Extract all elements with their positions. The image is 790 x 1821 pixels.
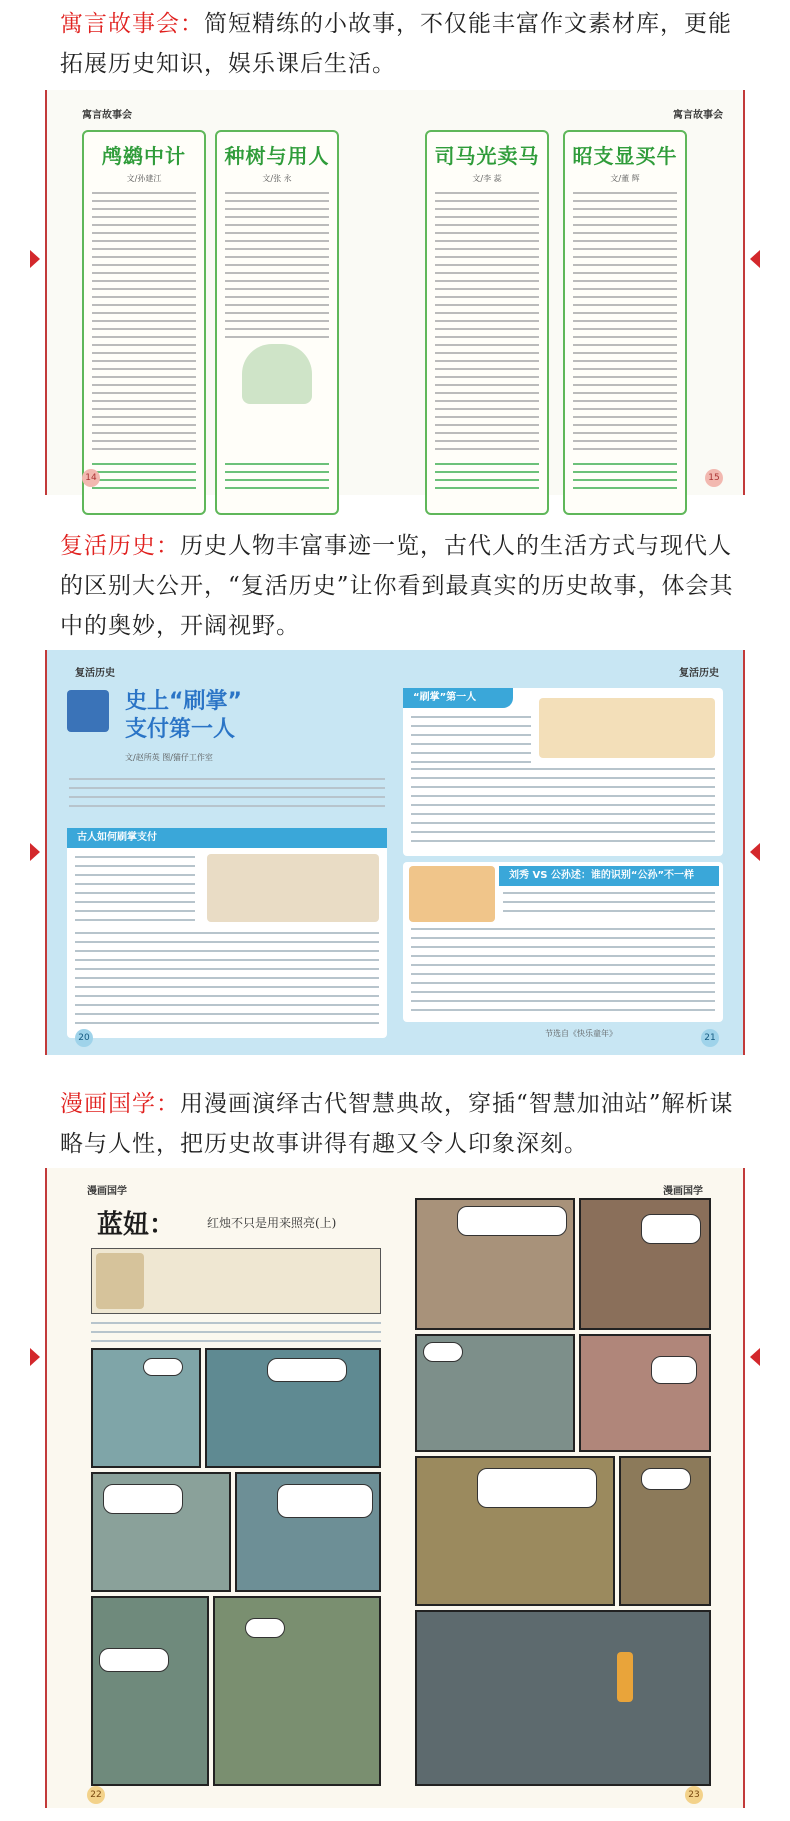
page-edge-line [743,650,745,1055]
speech-bubble [423,1342,463,1362]
panel-text-lines [503,892,715,919]
speech-bubble [143,1358,183,1376]
page-tag: 漫画国学 [87,1186,127,1197]
left-arrow-marker-icon [30,250,40,268]
article-credit: 文/赵所英 图/猫仔工作室 [125,753,213,762]
article-title-line1: 史上“刷掌” [125,689,242,714]
speech-bubble [245,1618,285,1638]
story-title: 昭支显买牛 [572,144,678,168]
panel-heading: 刘秀 VS 公孙述：谁的识别“公孙”不一样 [499,866,719,886]
story-card [82,130,206,515]
content-panel [403,688,723,856]
comic-panel [415,1610,711,1786]
page-number: 22 [87,1786,105,1804]
comic-title: 蓝妞： [97,1210,176,1240]
fables-spread [0,90,790,495]
comic-subtitle: 红烛不只是用来照亮(上) [207,1216,337,1230]
comic-panel [213,1596,381,1786]
panel-heading: “刷掌”第一人 [403,688,513,708]
page-number: 14 [82,469,100,487]
story-text-lines [435,192,539,450]
speech-bubble [99,1648,169,1672]
section-history-intro [60,526,750,646]
section-comics-intro [60,1084,750,1164]
story-illustration [242,344,312,404]
title-block [67,690,387,820]
speech-bubble [651,1356,697,1384]
comic-panel [579,1198,711,1330]
story-note [573,463,677,505]
comic-panel [619,1456,711,1606]
history-right-page [395,650,743,1055]
section-highlight: 漫画国学： [60,1091,180,1117]
panel-text-lines [411,716,531,770]
speech-bubble [641,1214,701,1244]
right-arrow-marker-icon [750,250,760,268]
character-stats-table [91,1248,381,1314]
comic-panel [91,1596,209,1786]
panel-heading: 古人如何刷掌支付 [67,828,387,848]
comic-panel [91,1348,201,1468]
story-text-lines [92,192,196,450]
story-note [225,463,329,505]
section-body: 历史人物丰富事迹一览，古代人的生活方式与现代人的区别大公开，“复活历史”让你看到最真实的历史故事，体会其中的奥妙，开阔视野。 [60,533,734,639]
app-avatar-icon [67,690,109,732]
comic-panel [415,1334,575,1452]
comic-panel [91,1472,231,1592]
speech-bubble [277,1484,373,1518]
left-arrow-marker-icon [30,1348,40,1366]
page-tag: 复活历史 [679,668,719,679]
section-fables-intro [60,4,750,84]
fables-right-page [395,90,743,495]
scene-illustration [539,698,715,758]
section-body: 用漫画演绎古代智慧典故，穿插“智慧加油站”解析谋略与人性，把历史故事讲得有趣又令人印象深刻。 [60,1091,734,1157]
story-note [435,463,539,505]
comic-intro-lines [91,1322,381,1349]
story-title: 种树与用人 [224,144,330,168]
page-edge-line [743,90,745,495]
story-text-lines [225,192,329,338]
page-number: 23 [685,1786,703,1804]
comic-panel [415,1456,615,1606]
comics-left-page [47,1168,395,1808]
page-edge-line [743,1168,745,1808]
page-number: 15 [705,469,723,487]
story-text-lines [573,192,677,450]
character-portrait [96,1253,144,1309]
section-body: 简短精练的小故事，不仅能丰富作文素材库，更能拓展历史知识，娱乐课后生活。 [60,11,732,77]
source-note: 节选自《快乐童年》 [545,1029,617,1038]
fables-left-page [47,90,395,495]
story-title: 司马光卖马 [434,144,540,168]
page-tag: 漫画国学 [663,1186,703,1197]
story-card [425,130,549,515]
history-left-page [47,650,395,1055]
panel-text-lines [75,932,379,1031]
story-title: 鸬鹚中计 [102,144,186,168]
story-author: 文/李 蕊 [472,174,502,183]
story-note [92,463,196,505]
candle-illustration [617,1652,633,1702]
comic-panel [579,1334,711,1452]
speech-bubble [103,1484,183,1514]
speech-bubble [641,1468,691,1490]
panel-text-lines [75,856,195,928]
comic-panel [235,1472,381,1592]
history-spread [0,650,790,1055]
comic-panel [415,1198,575,1330]
comics-spread [0,1168,790,1808]
article-title-line2: 支付第一人 [125,717,236,742]
content-panel [403,862,723,1022]
panel-text-lines [411,928,715,1018]
story-card [563,130,687,515]
speech-bubble [457,1206,567,1236]
speech-bubble [267,1358,347,1382]
speech-bubble [477,1468,597,1508]
story-author: 文/孙建江 [126,174,162,183]
left-arrow-marker-icon [30,843,40,861]
content-panel [67,828,387,1038]
section-highlight: 复活历史： [60,533,180,559]
story-card [215,130,339,515]
right-arrow-marker-icon [750,843,760,861]
page-tag: 寓言故事会 [82,110,132,121]
page-tag: 寓言故事会 [673,110,723,121]
right-arrow-marker-icon [750,1348,760,1366]
section-highlight: 寓言故事会： [60,11,204,37]
page-tag: 复活历史 [75,668,115,679]
comic-panel [205,1348,381,1468]
page-number: 20 [75,1029,93,1047]
intro-text-lines [69,778,385,814]
panel-text-lines [411,768,715,849]
page-number: 21 [701,1029,719,1047]
story-author: 文/董 辉 [610,174,640,183]
scene-illustration [409,866,495,922]
comics-right-page [395,1168,743,1808]
story-author: 文/张 永 [262,174,292,183]
scene-illustration [207,854,379,922]
